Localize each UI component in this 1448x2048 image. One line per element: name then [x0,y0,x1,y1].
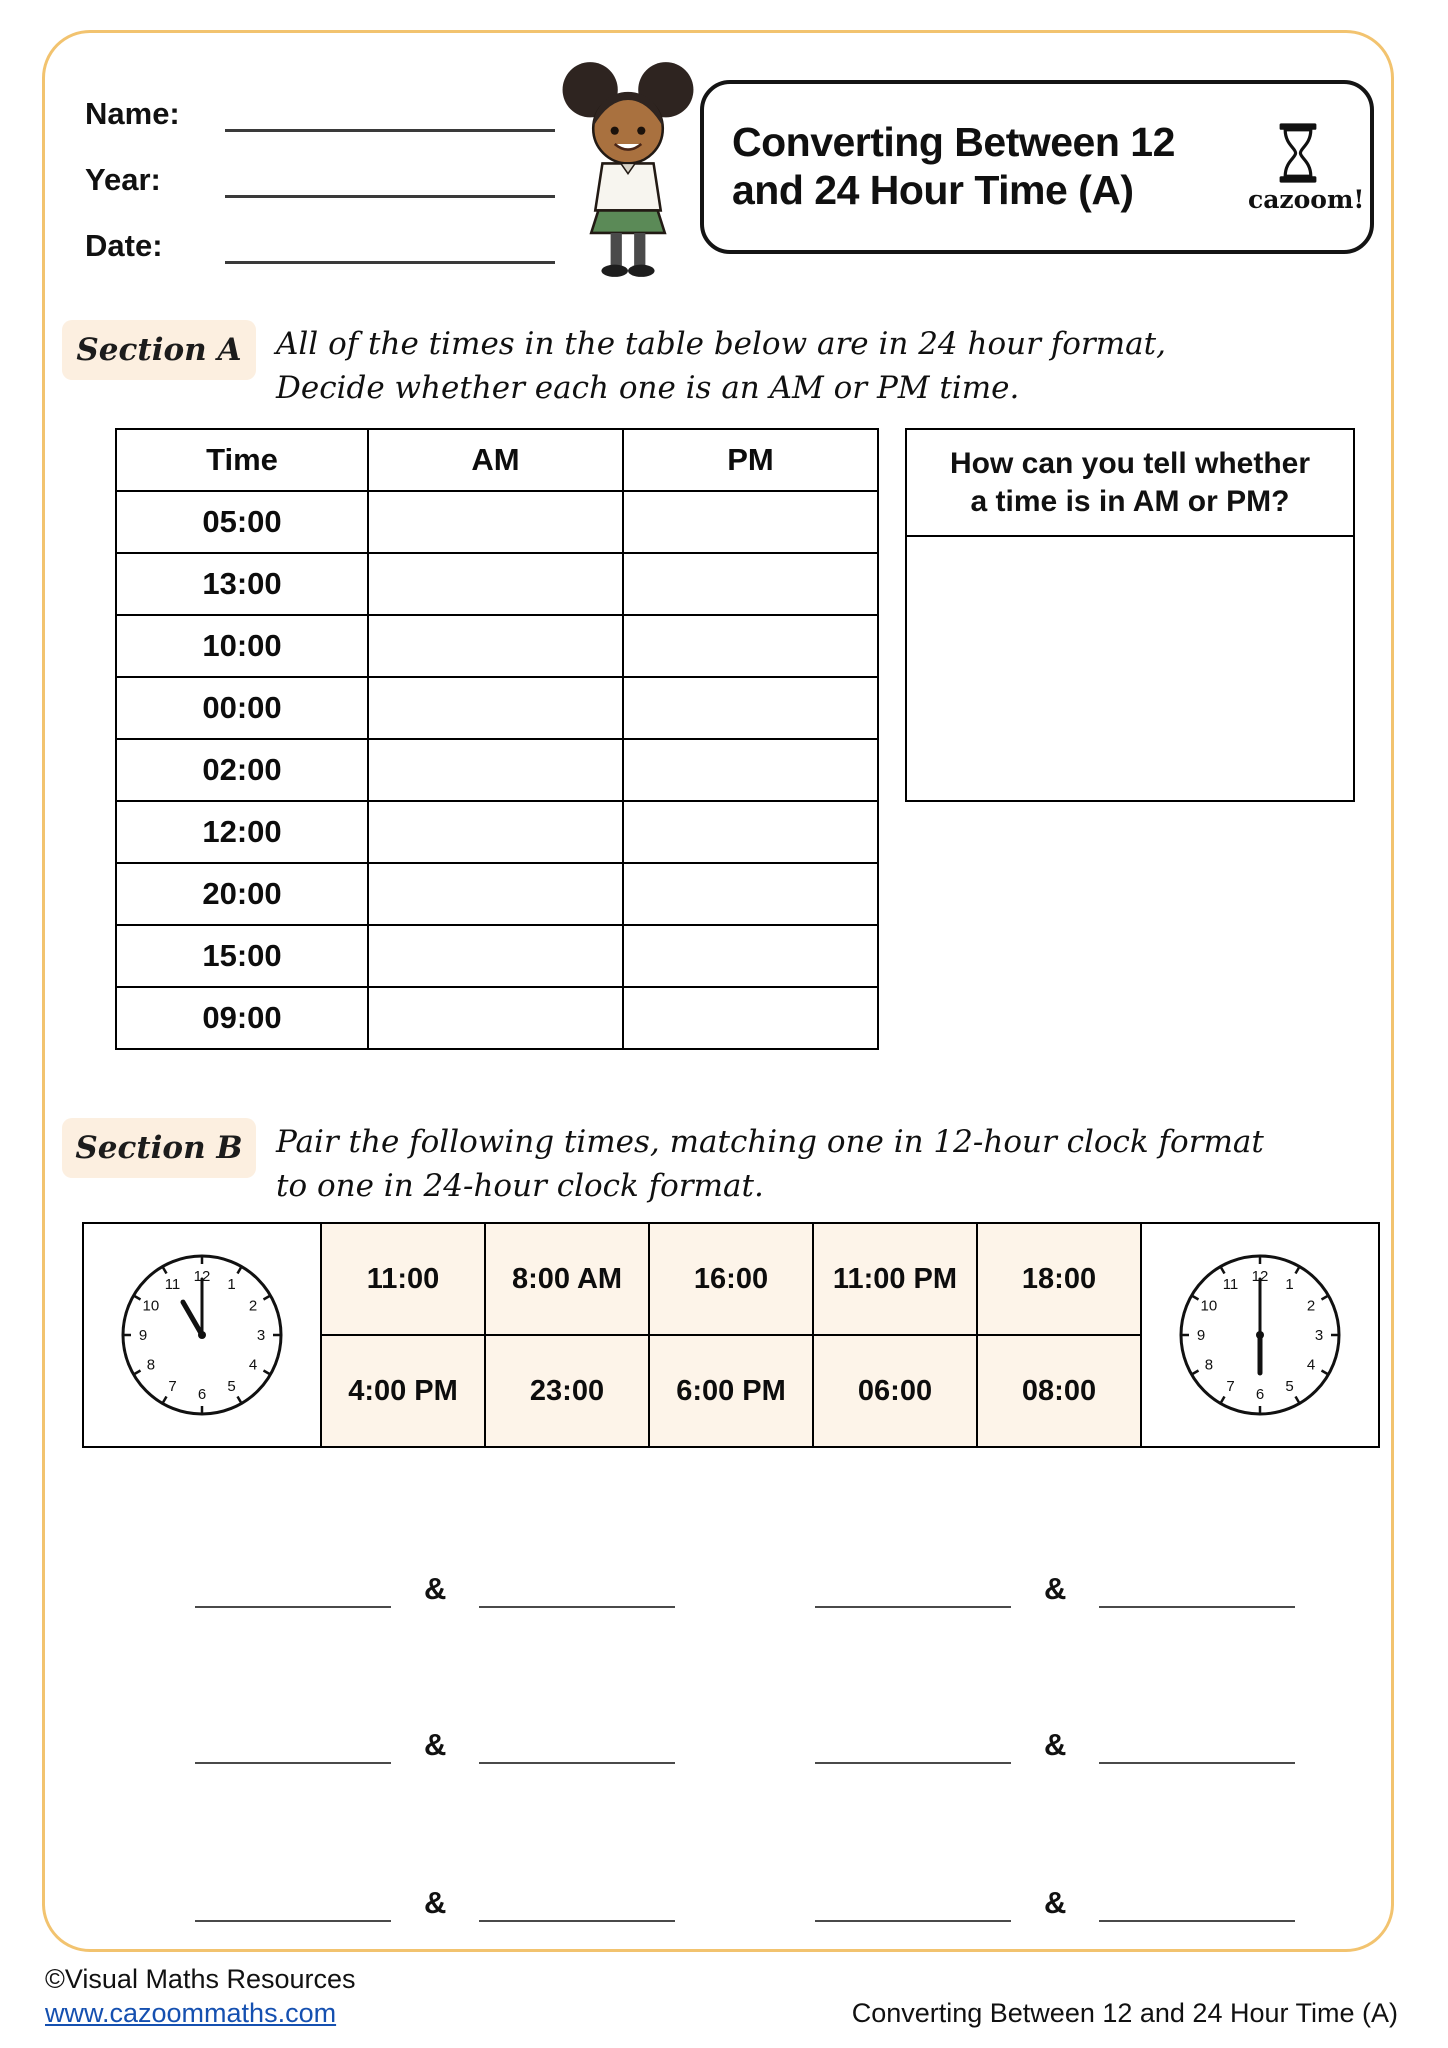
time-value: 13:00 [116,553,368,615]
time-column-header: Time [116,429,368,491]
svg-text:7: 7 [1226,1378,1235,1396]
time-option[interactable]: 06:00 [813,1335,977,1447]
pm-answer-cell[interactable] [623,739,878,801]
svg-text:8: 8 [1204,1356,1214,1374]
pm-answer-cell[interactable] [623,553,878,615]
answer-pair [815,1566,1295,1608]
svg-text:12: 12 [193,1268,211,1285]
answer-pair [815,1880,1295,1922]
date-field-line[interactable] [225,226,555,264]
am-answer-cell[interactable] [368,925,623,987]
year-label: Year: [85,162,161,197]
time-option[interactable]: 18:00 [977,1223,1141,1335]
question-box-answer-area[interactable] [907,537,1353,799]
name-label: Name: [85,96,180,131]
answer-blank[interactable] [479,1882,675,1922]
time-option[interactable]: 23:00 [485,1335,649,1447]
svg-text:10: 10 [142,1297,160,1315]
svg-text:1: 1 [1285,1275,1294,1293]
svg-text:5: 5 [227,1378,236,1396]
copyright-text: ©Visual Maths Resources [45,1964,356,1994]
time-option[interactable]: 6:00 PM [649,1335,813,1447]
answer-pair [195,1722,675,1764]
time-value: 02:00 [116,739,368,801]
time-value: 10:00 [116,615,368,677]
section-a-instruction-line1: All of the times in the table below are in 24 hour format, [276,326,1166,362]
table-header-row [116,429,878,491]
answer-pair [195,1880,675,1922]
svg-text:5: 5 [1285,1378,1294,1396]
worksheet-title [732,119,1248,214]
time-grid-row-1 [83,1223,1379,1335]
question-box-title-line2: a time is in AM or PM? [970,485,1290,519]
svg-text:1: 1 [227,1275,236,1293]
time-option[interactable]: 16:00 [649,1223,813,1335]
answer-blank[interactable] [479,1568,675,1608]
svg-text:2: 2 [1306,1297,1316,1315]
section-a-table-body [116,491,878,1049]
website-link[interactable]: www.cazoommaths.com [45,1998,337,2028]
section-a-instruction-line2: Decide whether each one is an AM or PM time. [276,370,1020,407]
hourglass-icon [1248,121,1348,185]
name-field-row [85,88,555,132]
table-row [116,925,878,987]
answer-blank[interactable] [815,1882,1011,1922]
section-b-label: Section B [62,1118,256,1178]
question-box-title-line1: How can you tell whether [949,447,1311,480]
svg-text:4: 4 [248,1356,258,1374]
svg-text:3: 3 [1314,1327,1324,1344]
left-clock [83,1223,321,1447]
am-answer-cell[interactable] [368,553,623,615]
answer-blank[interactable] [815,1568,1011,1608]
answer-blank[interactable] [1099,1882,1295,1922]
question-box [905,428,1355,802]
section-a-label: Section A [62,320,256,380]
time-option[interactable]: 08:00 [977,1335,1141,1447]
table-row [116,491,878,553]
worksheet-title-box [700,80,1374,254]
table-row [116,615,878,677]
year-field-line[interactable] [225,160,555,198]
pm-column-header: PM [623,429,878,491]
am-answer-cell[interactable] [368,987,623,1049]
year-field-row [85,154,555,198]
time-option[interactable]: 4:00 PM [321,1335,485,1447]
question-box-title [907,430,1353,537]
svg-text:6: 6 [197,1386,207,1403]
section-b-instructions [276,1120,1264,1208]
svg-text:9: 9 [138,1327,148,1344]
table-row [116,863,878,925]
pm-answer-cell[interactable] [623,491,878,553]
am-answer-cell[interactable] [368,615,623,677]
table-row [116,553,878,615]
answer-pair [195,1566,675,1608]
am-answer-cell[interactable] [368,491,623,553]
ampersand: & [1044,1727,1067,1762]
am-answer-cell[interactable] [368,801,623,863]
date-label: Date: [85,228,163,263]
name-field-line[interactable] [225,94,555,132]
pm-answer-cell[interactable] [623,615,878,677]
section-b-times-grid [82,1222,1380,1448]
svg-text:11: 11 [164,1275,181,1293]
pm-answer-cell[interactable] [623,863,878,925]
answer-blank[interactable] [195,1882,391,1922]
pm-answer-cell[interactable] [623,925,878,987]
svg-text:9: 9 [1196,1327,1206,1344]
svg-text:10: 10 [1200,1297,1218,1315]
section-b-instruction-line1: Pair the following times, matching one in 12-hour clock format [276,1124,1264,1160]
header-fields [85,88,555,286]
answer-blank[interactable] [1099,1568,1295,1608]
svg-text:12: 12 [1251,1268,1269,1285]
svg-text:11: 11 [1222,1275,1239,1293]
time-value: 20:00 [116,863,368,925]
worksheet-title-line1: Converting Between 12 [732,119,1175,166]
cazoom-logo-text: cazoom! [1248,184,1365,214]
answer-blank[interactable] [195,1724,391,1764]
answer-blank[interactable] [815,1724,1011,1764]
student-character-illustration [548,55,708,280]
worksheet-title-line2: and 24 Hour Time (A) [732,167,1134,213]
table-row [116,801,878,863]
section-a-table [115,428,879,1050]
time-value: 00:00 [116,677,368,739]
time-option[interactable]: 11:00 [321,1223,485,1335]
ampersand: & [424,1727,447,1762]
svg-text:2: 2 [248,1297,258,1315]
ampersand: & [424,1885,447,1920]
answer-blank[interactable] [479,1724,675,1764]
ampersand: & [1044,1571,1067,1606]
table-row [116,987,878,1049]
pm-answer-cell[interactable] [623,987,878,1049]
answer-blank[interactable] [195,1568,391,1608]
answer-pair [815,1722,1295,1764]
svg-text:7: 7 [168,1378,177,1396]
section-b-instruction-line2: to one in 24-hour clock format. [276,1168,764,1205]
time-option[interactable]: 8:00 AM [485,1223,649,1335]
right-clock [1141,1223,1379,1447]
pm-answer-cell[interactable] [623,801,878,863]
footer-doc-title: Converting Between 12 and 24 Hour Time (A) [851,1998,1398,2028]
am-answer-cell[interactable] [368,863,623,925]
am-column-header: AM [368,429,623,491]
table-row [116,739,878,801]
table-row [116,677,878,739]
answer-blank[interactable] [1099,1724,1295,1764]
time-value: 12:00 [116,801,368,863]
ampersand: & [1044,1885,1067,1920]
time-value: 15:00 [116,925,368,987]
pm-answer-cell[interactable] [623,677,878,739]
section-a-instructions [276,322,1166,410]
time-value: 09:00 [116,987,368,1049]
svg-text:4: 4 [1306,1356,1316,1374]
ampersand: & [424,1571,447,1606]
cazoom-logo [1248,121,1365,214]
svg-text:3: 3 [256,1327,266,1344]
time-value: 05:00 [116,491,368,553]
am-answer-cell[interactable] [368,677,623,739]
time-option[interactable]: 11:00 PM [813,1223,977,1335]
svg-text:6: 6 [1255,1386,1265,1403]
svg-text:8: 8 [146,1356,156,1374]
date-field-row [85,220,555,264]
am-answer-cell[interactable] [368,739,623,801]
